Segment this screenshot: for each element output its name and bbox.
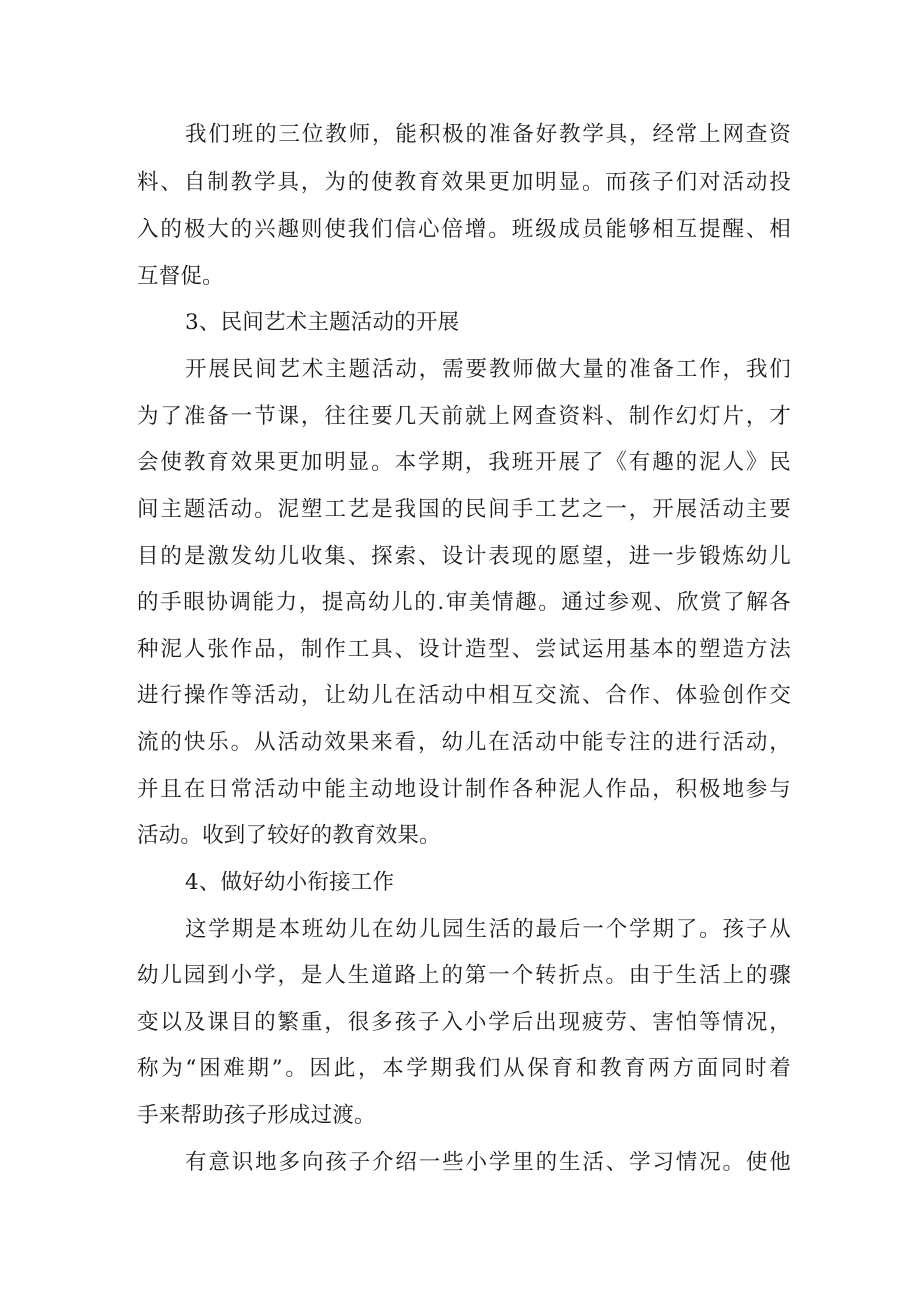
text-line: 活动。收到了较好的教育效果。 [137,823,441,848]
text-line: 料、自制教学具，为的使教育效果更加明显。而孩子们对活动投 [137,170,791,195]
text-line: 开展民间艺术主题活动，需要教师做大量的准备工作，我们 [185,357,791,382]
text-line: 会使教育效果更加明显。本学期，我班开展了《有趣的泥人》民 [137,450,791,475]
text-line: 幼儿园到小学，是人生道路上的第一个转折点。由于生活上的骤 [137,963,791,988]
text-line: 有意识地多向孩子介绍一些小学里的生活、学习情况。使他 [185,1150,791,1175]
section-heading: 4、做好幼小衔接工作 [185,870,395,895]
text-line: 并且在日常活动中能主动地设计制作各种泥人作品，积极地参与 [137,777,791,802]
text-line: 间主题活动。泥塑工艺是我国的民间手工艺之一，开展活动主要 [137,497,791,522]
text-line: 我们班的三位教师，能积极的准备好教学具，经常上网查资 [185,122,791,147]
text-line: 称为“困难期”。因此，本学期我们从保育和教育两方面同时着 [137,1056,791,1081]
text-line: 进行操作等活动，让幼儿在活动中相互交流、合作、体验创作交 [137,683,791,708]
text-line: 为了准备一节课，往往要几天前就上网查资料、制作幻灯片，才 [137,404,791,429]
text-line: 的手眼协调能力，提高幼儿的.审美情趣。通过参观、欣赏了解各 [137,590,791,615]
text-line: 变以及课目的繁重，很多孩子入小学后出现疲劳、害怕等情况， [137,1010,791,1035]
text-line: 手来帮助孩子形成过渡。 [137,1103,376,1128]
text-line: 这学期是本班幼儿在幼儿园生活的最后一个学期了。孩子从 [185,917,791,942]
text-line: 互督促。 [137,264,224,289]
text-line: 种泥人张作品，制作工具、设计造型、尝试运用基本的塑造方法 [137,637,791,662]
text-line: 目的是激发幼儿收集、探索、设计表现的愿望，进一步锻炼幼儿 [137,544,791,569]
text-line: 入的极大的兴趣则使我们信心倍增。班级成员能够相互提醒、相 [137,217,791,242]
section-heading: 3、民间艺术主题活动的开展 [185,310,460,335]
text-line: 流的快乐。从活动效果来看，幼儿在活动中能专注的进行活动， [137,730,791,755]
